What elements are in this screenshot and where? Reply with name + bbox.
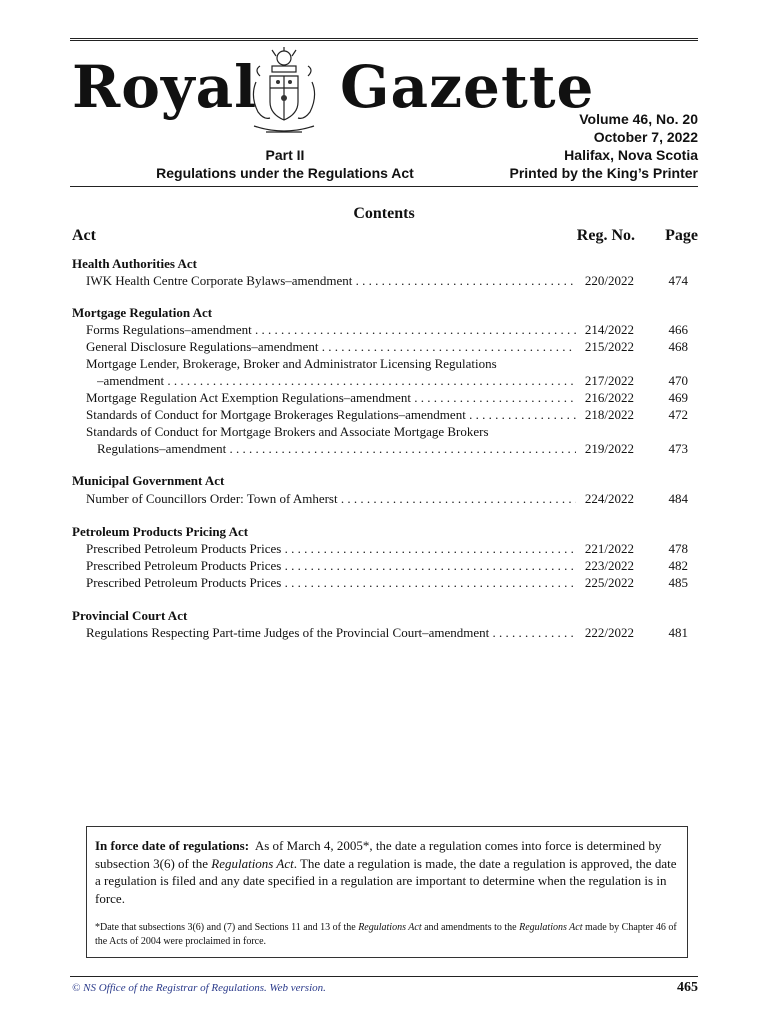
notice-body: In force date of regulations: As of March 4, 2005*, the date a regulation comes into force is determined by subsection 3(6) of the Regulations Act. The date a regulation is made, the date a regulation is approved, the date a regulation is filed and any date specified in a regulation are important to determine when the regulation is in force. [95,838,677,906]
list-item: Prescribed Petroleum Products Prices . . . 221/2022 478 [86,540,698,557]
list-item: Prescribed Petroleum Products Prices . . . 225/2022 485 [86,574,698,591]
page-number: 465 [677,980,698,995]
masthead-royal: Royal [72,53,258,121]
list-item: Prescribed Petroleum Products Prices . . . 223/2022 482 [86,557,698,574]
section-act-title: Health Authorities Act [72,256,197,271]
volume-number: Volume 46, No. 20 [579,111,698,127]
list-item: –amendment . . . 217/2022 470 [97,372,698,389]
printer-line: Printed by the King’s Printer [509,165,698,181]
list-item-line1: Standards of Conduct for Mortgage Brokers and Associate Mortgage Brokers [86,424,489,439]
list-item-line1: Mortgage Lender, Brokerage, Broker and Administrator Licensing Regulations [86,356,497,371]
contents-title: Contents [353,205,415,222]
footer-rule [70,976,698,977]
issue-place: Halifax, Nova Scotia [564,147,698,163]
column-page: Page [665,227,698,244]
section-act-title: Mortgage Regulation Act [72,305,213,320]
column-act: Act [72,227,96,244]
list-item: Standards of Conduct for Mortgage Brokerages Regulations–amendment . . . 218/2022 472 [86,406,698,423]
list-item: Mortgage Regulation Act Exemption Regulations–amendment . . . 216/2022 469 [86,389,698,406]
in-force-notice [86,826,688,958]
section-act-title: Municipal Government Act [72,473,225,488]
copyright-link[interactable]: © NS Office of the Registrar of Regulations. Web version. [72,982,326,994]
header-rule [70,186,698,187]
top-rule [70,38,698,41]
coat-of-arms-icon [246,46,322,138]
list-item: IWK Health Centre Corporate Bylaws–amendment . . . 220/2022 474 [86,272,698,289]
masthead-gazette: Gazette [340,53,595,121]
section-act-title: Petroleum Products Pricing Act [72,524,249,539]
issue-date: October 7, 2022 [593,129,698,145]
list-item: Number of Councillors Order: Town of Amherst . . . 224/2022 484 [86,490,698,507]
list-item: Forms Regulations–amendment . . . 214/2022 466 [86,321,698,338]
column-reg-no: Reg. No. [576,227,635,244]
part-subtitle: Regulations under the Regulations Act [156,165,414,181]
notice-footnote: *Date that subsections 3(6) and (7) and Sections 11 and 13 of the Regulations Act and amendments to the Regulations Act made by Chapter 46 of the Acts of 2004 were proclaimed in force. [95,922,677,947]
section-act-title: Provincial Court Act [72,608,188,623]
part-label: Part II [265,147,305,163]
list-item: Regulations–amendment . . . 219/2022 473 [97,440,698,457]
list-item: General Disclosure Regulations–amendment . . . 215/2022 468 [86,338,698,355]
list-item: Regulations Respecting Part-time Judges of the Provincial Court–amendment . . . 222/2022 481 [86,624,698,641]
